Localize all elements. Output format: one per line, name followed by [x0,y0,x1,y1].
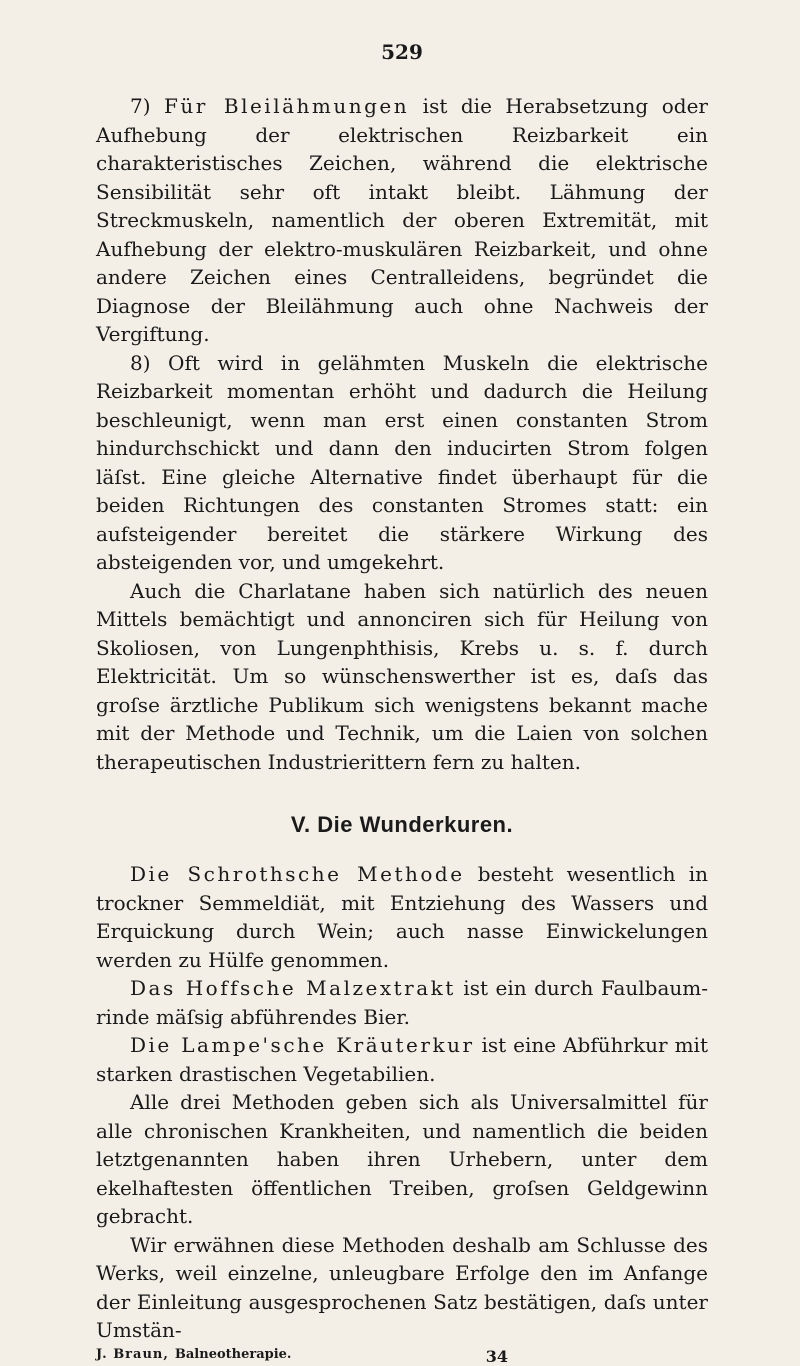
paragraph-lampe [96,1031,708,1088]
paragraph-7 [96,92,708,349]
page-number: 529 [381,40,423,64]
paragraph-7-term: Für Bleilähmungen [164,94,410,118]
paragraph-schroth [96,860,708,974]
lampe-term: Die Lampe'sche Kräuterkur [130,1033,475,1057]
page-footer [96,1347,708,1366]
paragraph-wir: Wir erwähnen diese Methoden deshalb am Schlusse des Werks, weil einzelne, unleugbare Erfolge den im Anfange der Einleitung ausgesprochenen Satz bestätigen, daſs unter Umstän- [96,1232,708,1342]
section-heading: V. Die Wunderkuren. [290,812,514,837]
footer-author: J. Braun, [96,1346,169,1362]
document-page [96,40,708,1366]
paragraph-7-label: 7) [130,94,165,118]
paragraph-7-text: ist die Herabsetzung oder Aufhebung der elektrischen Reizbarkeit ein charakteristisches Zeichen, während die elektrische Sensibilität sehr oft intakt bleibt. Lähmung der Streckmuskeln, namentlich der oberen Extremität, mit Aufhebung der elektro-muskulären Reizbarkeit, und ohne andere Zeichen eines Centralleidens, begründet die Diagnose der Bleilähmung auch ohne Nachweis der Vergiftung. [96,94,708,346]
paragraph-8: 8) Oft wird in gelähmten Muskeln die elektrische Reizbarkeit momentan erhöht und dadurch die Heilung beschleunigt, wenn man erst einen constanten Strom hindurchschickt und dann den inducirten Strom folgen läſst. Eine gleiche Alternative findet überhaupt für die beiden Richtungen des constanten Stromes statt: ein aufsteigender bereitet die stärkere Wirkung des absteigenden vor, und umgekehrt. [96,350,708,574]
footer-signature: 34 [485,1346,508,1366]
schroth-text: besteht wesentlich in trockner Semmeldiät, mit Entziehung des Wassers und Erquickung durch Wein; auch nasse Einwickelungen werden zu Hülfe genommen. [96,862,708,972]
footer-title: Balneotherapie. [174,1346,292,1362]
paragraph-alle: Alle drei Methoden geben sich als Universalmittel für alle chronischen Krankheiten, und namentlich die beiden letztgenannten haben ihren Urhebern, unter dem ekelhaftesten öffentlichen Treiben, groſsen Geldgewinn gebracht. [96,1090,708,1228]
paragraph-charlatane: Auch die Charlatane haben sich natürlich des neuen Mittels bemächtigt und annonciren sich für Heilung von Skoliosen, von Lungenphthisis, Krebs u. s. f. durch Elektricität. Um so wünschenswerther ist es, daſs das groſse ärztliche Publikum sich wenigstens bekannt mache mit der Methode und Technik, um die Laien von solchen therapeutischen Industrierittern fern zu halten. [96,578,708,774]
lampe-text: ist eine Abführkur mit starken drastischen Vegetabilien. [96,1033,708,1086]
hoff-text: ist ein durch Faulbaumrinde mäſsig abführendes Bier. [96,976,708,1029]
hoff-term: Das Hoffsche Malzextrakt [130,976,456,1000]
paragraph-hoff [96,974,708,1031]
schroth-term: Die Schrothsche Methode [130,862,465,886]
